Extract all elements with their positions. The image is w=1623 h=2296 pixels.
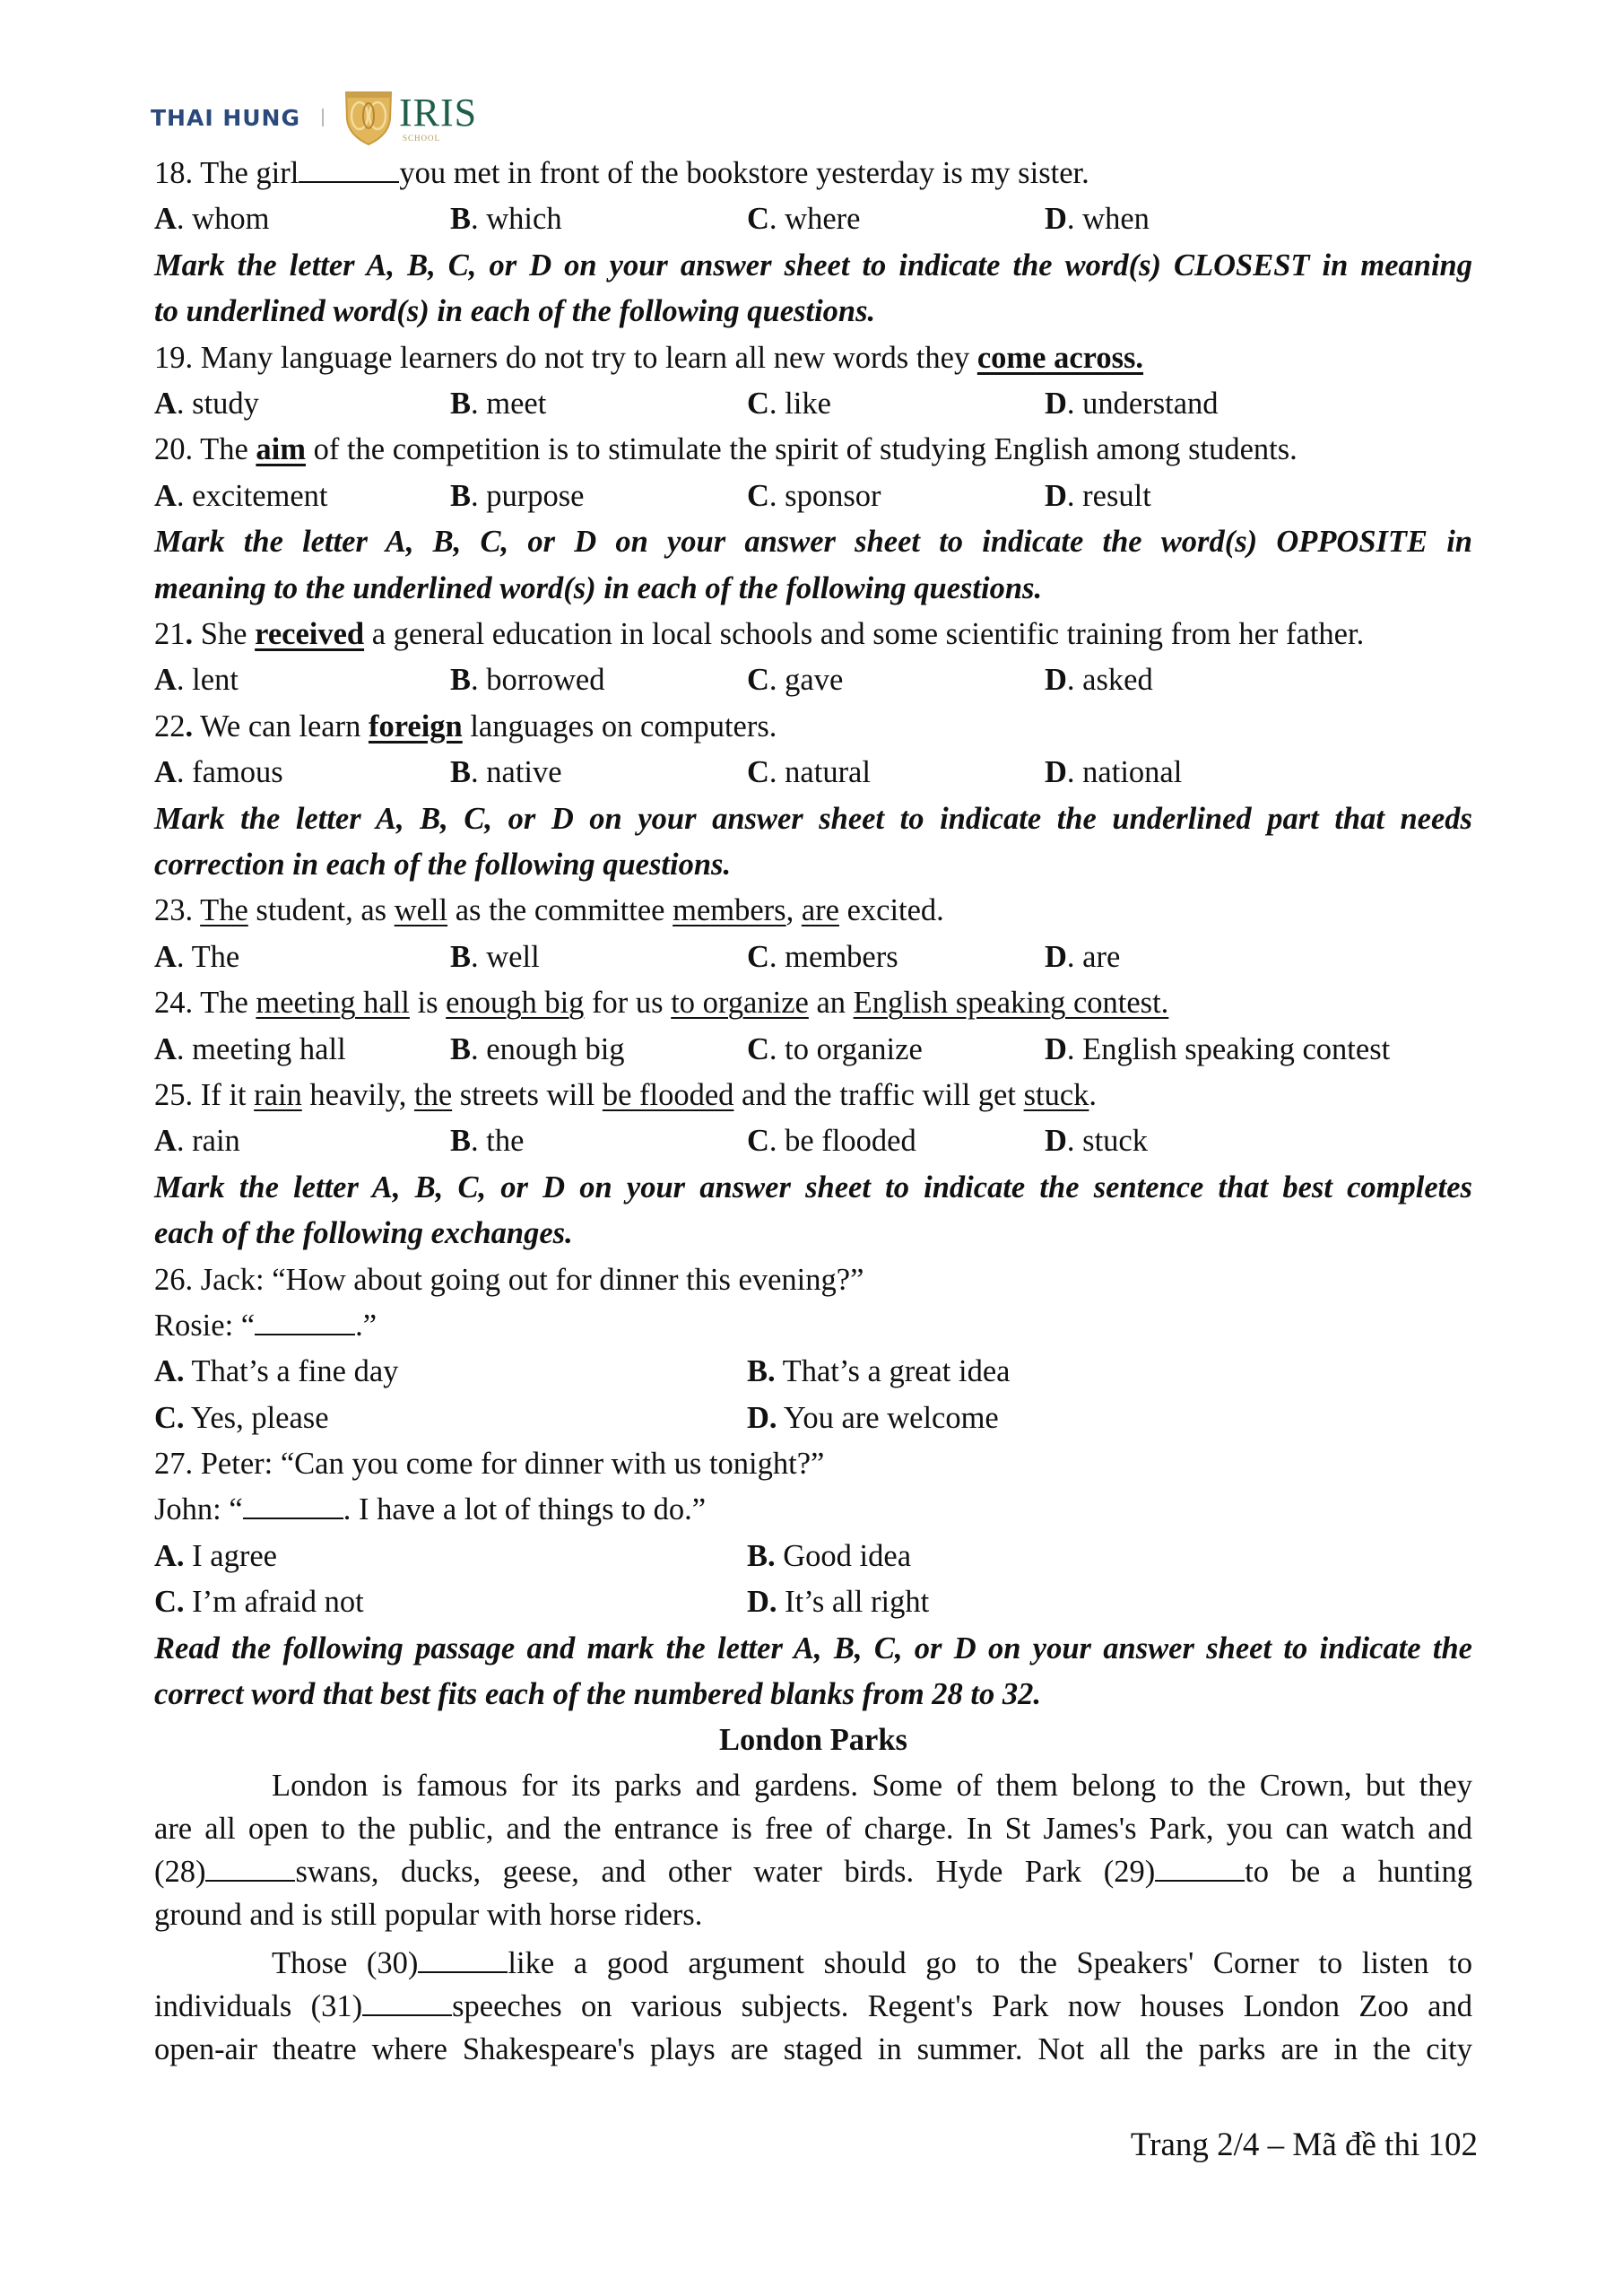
question-text: languages on computers.: [462, 709, 777, 744]
answer-blank: [255, 1307, 355, 1335]
option-a[interactable]: A. study: [154, 386, 259, 421]
question-text: 20. The: [154, 432, 256, 467]
answer-blank: [243, 1491, 343, 1519]
option-d[interactable]: D. English speaking contest: [1045, 1031, 1391, 1066]
passage-paragraph-1: [154, 1764, 1472, 1936]
option-d[interactable]: D. understand: [1045, 386, 1219, 421]
option-c[interactable]: C. gave: [747, 663, 844, 698]
question-26: 26. Jack: “How about going out for dinner this evening?”: [154, 1262, 864, 1297]
question-number: 18.: [154, 156, 194, 190]
question-text: We can learn: [193, 709, 369, 744]
option-b[interactable]: B. purpose: [450, 478, 585, 513]
question-27-reply: John: “ . I have a lot of things to do.”: [154, 1492, 707, 1527]
iris-shield-logo-icon: [343, 89, 394, 146]
option-a[interactable]: A. famous: [154, 755, 283, 790]
option-c[interactable]: C. I’m afraid not: [154, 1585, 364, 1620]
option-d[interactable]: D. It’s all right: [747, 1585, 930, 1620]
question-19: [154, 335, 1472, 381]
underlined-part-a: The: [200, 893, 248, 928]
option-c[interactable]: C. to organize: [747, 1031, 923, 1066]
iris-school-logo: [399, 90, 478, 143]
options-22: [154, 750, 1472, 796]
underlined-target: received: [255, 616, 365, 651]
question-text: 19. Many language learners do not try to learn all new words they: [154, 340, 977, 375]
instruction-closest-line1: Mark the letter A, B, C, or D on your answer sheet to indicate the word(s) CLOSEST in meaning: [154, 248, 1472, 283]
option-b[interactable]: B. native: [450, 755, 562, 790]
option-c[interactable]: C. like: [747, 386, 831, 421]
question-27: 27. Peter: “Can you come for dinner with us tonight?”: [154, 1447, 825, 1482]
blank-28: [205, 1853, 295, 1882]
instruction-exchanges-line1: Mark the letter A, B, C, or D on your answer sheet to indicate the sentence that best completes: [154, 1170, 1472, 1205]
option-a[interactable]: A. rain: [154, 1124, 240, 1159]
option-d[interactable]: D. stuck: [1045, 1124, 1148, 1159]
option-c[interactable]: C. be flooded: [747, 1124, 916, 1159]
passage-line: (28) swans, ducks, geese, and other water birds. Hyde Park (29) to be a hunting: [154, 1854, 1472, 1889]
option-d[interactable]: D. asked: [1045, 663, 1153, 698]
question-number: 21: [154, 616, 186, 651]
question-22: 22. We can learn foreign languages on computers.: [154, 709, 777, 744]
page-footer: Trang 2/4 – Mã đề thi 102: [1130, 2126, 1478, 2163]
thai-hung-logo-text: THAI HUNG: [151, 104, 300, 131]
logo-divider: [322, 109, 324, 126]
question-26-reply: Rosie: “ .”: [154, 1308, 378, 1343]
underlined-part-a: rain: [254, 1077, 302, 1112]
underlined-part-a: meeting hall: [256, 986, 410, 1021]
options-26-row2: [154, 1396, 1472, 1441]
question-text: of the competition is to stimulate the spirit of studying English among students.: [305, 432, 1298, 467]
option-b[interactable]: B. borrowed: [450, 663, 605, 698]
underlined-part-c: members: [673, 893, 786, 928]
passage-line: are all open to the public, and the entrance is free of charge. In St James's Park, you can watch and: [154, 1811, 1472, 1846]
options-23: [154, 935, 1472, 980]
option-a[interactable]: A. The: [154, 939, 240, 974]
option-b[interactable]: B. which: [450, 202, 562, 237]
option-d[interactable]: D. result: [1045, 478, 1151, 513]
underlined-part-b: well: [394, 893, 448, 928]
options-27-row1: [154, 1534, 1472, 1579]
underlined-part-d: are: [801, 893, 839, 928]
question-21: 21. She received a general education in local schools and some scientific training from her father.: [154, 616, 1365, 651]
blank-29: [1155, 1853, 1245, 1882]
underlined-part-b: enough big: [446, 986, 585, 1021]
question-text: a general education in local schools and some scientific training from her father.: [364, 616, 1365, 651]
underlined-part-c: to organize: [671, 986, 809, 1021]
option-a[interactable]: A. That’s a fine day: [154, 1354, 399, 1389]
instruction-passage-line1: Read the following passage and mark the letter A, B, C, or D on your answer sheet to indicate the: [154, 1631, 1472, 1665]
passage-line: open-air theatre where Shakespeare's plays are staged in summer. Not all the parks are in the city: [154, 2031, 1472, 2066]
instruction-opposite-line1: Mark the letter A, B, C, or D on your answer sheet to indicate the word(s) OPPOSITE in: [154, 525, 1472, 560]
question-23: 23. The student, as well as the committee members, are excited.: [154, 893, 944, 928]
question-number: 22: [154, 709, 186, 744]
option-c[interactable]: C. members: [747, 939, 898, 974]
school-header: [151, 86, 477, 149]
underlined-part-c: be flooded: [602, 1077, 734, 1112]
option-d[interactable]: D. are: [1045, 939, 1121, 974]
underlined-part-b: the: [413, 1077, 453, 1112]
question-20: [154, 427, 1472, 473]
question-24: 24. The meeting hall is enough big for us to organize an English speaking contest.: [154, 986, 1169, 1021]
exam-content: [154, 151, 1472, 2071]
passage-title: London Parks: [719, 1723, 907, 1758]
passage-line: individuals (31) speeches on various subjects. Regent's Park now houses London Zoo and: [154, 1988, 1472, 2023]
option-d[interactable]: D. when: [1045, 202, 1150, 237]
options-19: [154, 381, 1472, 427]
passage-line: ground and is still popular with horse riders.: [154, 1897, 703, 1932]
option-a[interactable]: A. excitement: [154, 478, 328, 513]
options-24: [154, 1027, 1472, 1073]
option-c[interactable]: C. natural: [747, 755, 871, 790]
option-a[interactable]: A. whom: [154, 202, 270, 237]
option-b[interactable]: B. the: [450, 1124, 525, 1159]
answer-blank: [299, 154, 399, 183]
options-26-row1: [154, 1349, 1472, 1395]
question-25: 25. If it rain heavily, the streets will be flooded and the traffic will get stuck.: [154, 1077, 1098, 1112]
option-b[interactable]: B. That’s a great idea: [747, 1354, 1011, 1389]
option-c[interactable]: C. sponsor: [747, 478, 881, 513]
option-c[interactable]: C. where: [747, 202, 861, 237]
instruction-correction-line2: correction in each of the following questions.: [154, 847, 732, 882]
instruction-passage-line2: correct word that best fits each of the numbered blanks from 28 to 32.: [154, 1677, 1042, 1712]
underlined-target: aim: [256, 432, 306, 467]
instruction-closest-line2: to underlined word(s) in each of the following questions.: [154, 294, 876, 329]
instruction-exchanges-line2: each of the following exchanges.: [154, 1216, 573, 1251]
options-18: [154, 196, 1472, 242]
underlined-target: foreign: [368, 709, 463, 744]
instruction-opposite-line2: meaning to the underlined word(s) in each of the following questions.: [154, 570, 1043, 605]
option-a[interactable]: A. lent: [154, 663, 239, 698]
options-25: [154, 1118, 1472, 1164]
options-27-row2: [154, 1579, 1472, 1625]
underlined-part-d: English speaking contest.: [853, 986, 1169, 1021]
option-d[interactable]: D. You are welcome: [747, 1400, 999, 1435]
blank-31: [362, 1987, 452, 2016]
underlined-part-d: stuck: [1023, 1077, 1089, 1112]
passage-line: Those (30) like a good argument should go to the Speakers' Corner to listen to: [272, 1945, 1472, 1980]
question-text: The girl: [193, 156, 299, 190]
option-b[interactable]: B. Good idea: [747, 1538, 912, 1573]
option-b[interactable]: B. meet: [450, 386, 547, 421]
question-18: [154, 151, 1472, 196]
option-b[interactable]: B. enough big: [450, 1031, 625, 1066]
instruction-correction-line1: Mark the letter A, B, C, or D on your answer sheet to indicate the underlined part that needs: [154, 801, 1472, 836]
iris-logo-text: IRIS: [399, 90, 478, 135]
option-c[interactable]: C. Yes, please: [154, 1400, 329, 1435]
option-a[interactable]: A. I agree: [154, 1538, 277, 1573]
options-21: [154, 657, 1472, 703]
passage-line: London is famous for its parks and gardens. Some of them belong to the Crown, but they: [272, 1768, 1472, 1803]
passage-paragraph-2: [154, 1942, 1472, 2071]
question-text: you met in front of the bookstore yesterday is my sister.: [399, 156, 1089, 190]
option-b[interactable]: B. well: [450, 939, 540, 974]
options-20: [154, 474, 1472, 519]
option-a[interactable]: A. meeting hall: [154, 1031, 346, 1066]
iris-logo-subtext: SCHOOL: [403, 133, 441, 143]
blank-30: [418, 1944, 508, 1973]
option-d[interactable]: D. national: [1045, 755, 1183, 790]
question-text: She: [193, 616, 256, 651]
underlined-target: come across.: [976, 340, 1144, 375]
